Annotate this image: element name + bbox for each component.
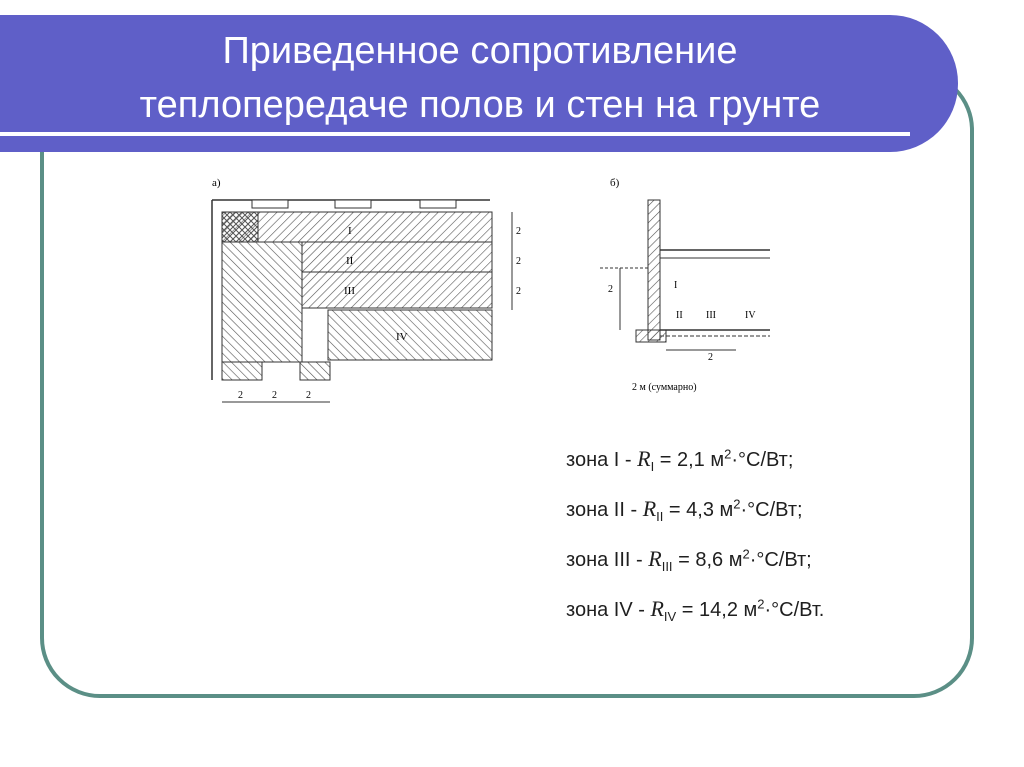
formula-zone-3: зона III - $R_{III} = 8,6$ $м^2\cdot^\circ С/Вт$; <box>566 546 812 574</box>
title-underline <box>0 132 910 136</box>
title-line-1: Приведенное сопротивление <box>222 30 738 72</box>
formula-zone-2: зона II - $R_{II} = 4,3$ $м^2\cdot^\circ С/Вт$; <box>566 496 803 524</box>
formula-zone-4: зона IV - $R_{IV} = 14,2$ $м^2\cdot^\circ С/Вт$. <box>566 596 825 624</box>
zone-a-label-4: IV <box>396 331 408 343</box>
dim-a-v1: 2 <box>516 226 521 237</box>
diagram-b-caption: 2 м (суммарно) <box>632 382 697 393</box>
zone-b-label-4: IV <box>745 310 756 321</box>
slide-title <box>0 24 960 132</box>
zone-a-label-3: III <box>344 285 355 297</box>
dim-b-h: 2 <box>708 352 713 363</box>
zoning-diagrams <box>200 170 800 420</box>
diagram-b-label: б) <box>610 177 620 189</box>
zone-a-label-2: II <box>346 255 354 267</box>
dim-b-v: 2 <box>608 284 613 295</box>
diagram-a-label: а) <box>212 177 221 189</box>
dim-a-v3: 2 <box>516 286 521 297</box>
dim-a-h3: 2 <box>306 390 311 401</box>
dim-a-h1: 2 <box>238 390 243 401</box>
zone-a-label-1: I <box>348 225 352 237</box>
formula-zone-1: зона $I - R_I = 2,1$ $м^2\cdot^\circ С/Вт$; <box>566 446 794 474</box>
dim-a-v2: 2 <box>516 256 521 267</box>
title-line-2: теплопередаче полов и стен на грунте <box>139 84 821 126</box>
dim-a-h2: 2 <box>272 390 277 401</box>
zone-formulas <box>566 446 824 646</box>
diagram-b-section <box>600 177 770 393</box>
diagram-a-floor-plan <box>212 177 521 402</box>
zone-b-label-3: III <box>706 310 716 321</box>
zone-b-label-1: I <box>674 280 678 291</box>
zone-b-label-2: II <box>676 310 683 321</box>
